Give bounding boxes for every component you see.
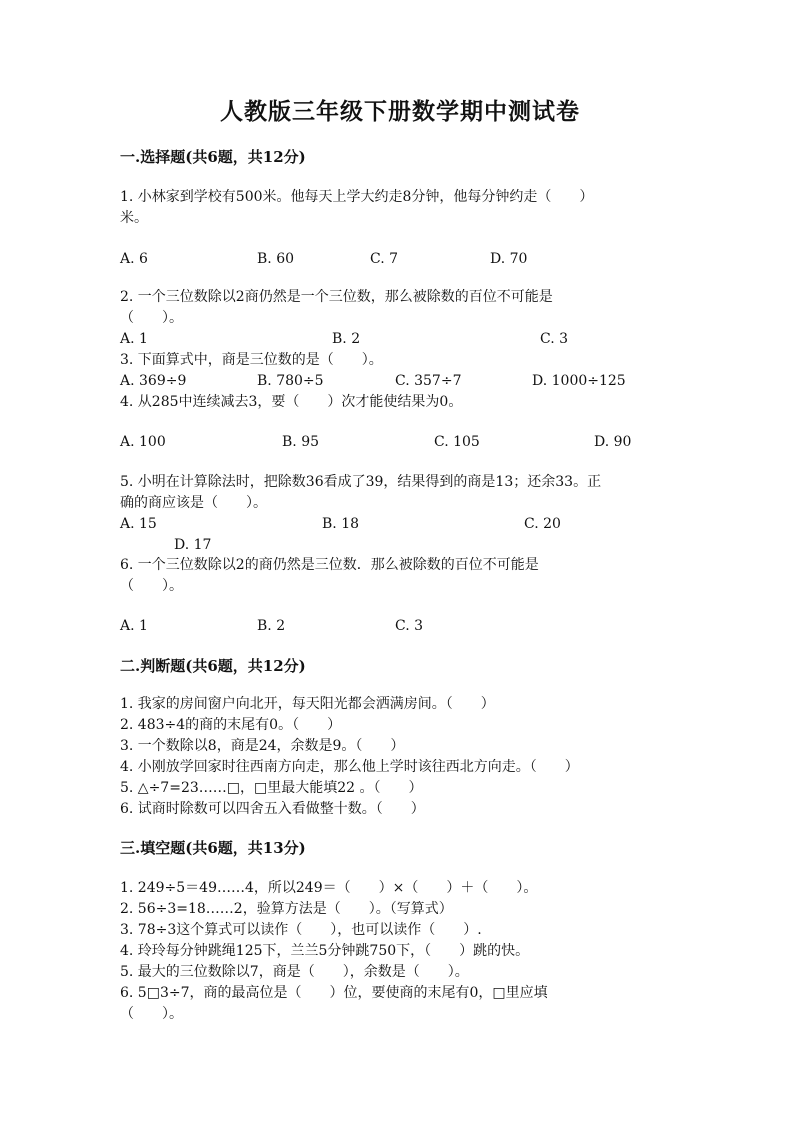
option-b: B. 780÷5 <box>257 373 324 389</box>
list-item: 5. △÷7=23……□，□里最大能填22 。（ ） <box>120 780 423 796</box>
option-c: C. 3 <box>395 618 424 634</box>
question-text: 确的商应该是（ ）。 <box>120 495 267 511</box>
option-b: B. 60 <box>257 251 295 267</box>
question-text: 2. 一个三位数除以2商仍然是一个三位数，那么被除数的百位不可能是 <box>120 289 553 305</box>
option-c: C. 7 <box>370 251 399 267</box>
list-item: 2. 56÷3=18……2，验算方法是（ ）。（写算式） <box>120 901 453 917</box>
section-heading-choice: 一.选择题(共6题，共12分) <box>120 148 306 166</box>
list-item: 1. 249÷5＝49……4，所以249＝（ ）×（ ）＋（ ）。 <box>120 880 538 896</box>
option-b: B. 95 <box>282 434 320 450</box>
option-b: B. 2 <box>257 618 286 634</box>
option-d: D. 1000÷125 <box>532 373 626 389</box>
option-c: C. 3 <box>540 331 569 347</box>
section-heading-judgment: 二.判断题(共6题，共12分) <box>120 657 306 675</box>
list-item: 6. 试商时除数可以四舍五入看做整十数。（ ） <box>120 801 425 817</box>
list-item: 2. 483÷4的商的末尾有0。（ ） <box>120 717 342 733</box>
option-a: A. 1 <box>120 618 148 634</box>
list-item: 1. 我家的房间窗户向北开，每天阳光都会洒满房间。（ ） <box>120 696 495 712</box>
option-d: D. 90 <box>594 434 632 450</box>
list-item: 4. 玲玲每分钟跳绳125下，兰兰5分钟跳750下，（ ）跳的快。 <box>120 943 530 959</box>
question-text: 6. 一个三位数除以2的商仍然是三位数．那么被除数的百位不可能是 <box>120 557 539 573</box>
option-d: D. 17 <box>174 537 212 553</box>
list-item: 6. 5□3÷7，商的最高位是（ ）位，要使商的末尾有0，□里应填 <box>120 985 548 1001</box>
question-text: （ ）。 <box>120 578 183 594</box>
option-a: A. 15 <box>120 516 157 532</box>
list-item: 3. 78÷3这个算式可以读作（ ），也可以读作（ ）. <box>120 922 482 938</box>
question-text: 3. 下面算式中，商是三位数的是（ ）。 <box>120 352 383 368</box>
question-text: 米。 <box>120 210 148 226</box>
option-b: B. 18 <box>322 516 360 532</box>
option-a: A. 6 <box>120 251 148 267</box>
question-text: 1. 小林家到学校有500米。他每天上学大约走8分钟，他每分钟约走（ ） <box>120 189 594 205</box>
list-item: 3. 一个数除以8，商是24，余数是9。（ ） <box>120 738 405 754</box>
list-item: 4. 小刚放学回家时往西南方向走，那么他上学时该往西北方向走。（ ） <box>120 759 579 775</box>
page-title: 人教版三年级下册数学期中测试卷 <box>220 98 580 125</box>
question-text: 4. 从285中连续减去3，要（ ）次才能使结果为0。 <box>120 394 463 410</box>
option-a: A. 1 <box>120 331 148 347</box>
question-text: （ ）。 <box>120 310 183 326</box>
section-heading-fill-in: 三.填空题(共6题，共13分) <box>120 839 306 857</box>
list-item: （ ）。 <box>120 1006 183 1022</box>
option-a: A. 100 <box>120 434 166 450</box>
list-item: 5. 最大的三位数除以7，商是（ ），余数是（ ）。 <box>120 964 469 980</box>
option-c: C. 105 <box>434 434 480 450</box>
option-d: D. 70 <box>490 251 528 267</box>
question-text: 5. 小明在计算除法时，把除数36看成了39，结果得到的商是13；还余33。正 <box>120 474 602 490</box>
option-b: B. 2 <box>332 331 361 347</box>
option-c: C. 357÷7 <box>395 373 462 389</box>
option-c: C. 20 <box>524 516 561 532</box>
option-a: A. 369÷9 <box>120 373 187 389</box>
